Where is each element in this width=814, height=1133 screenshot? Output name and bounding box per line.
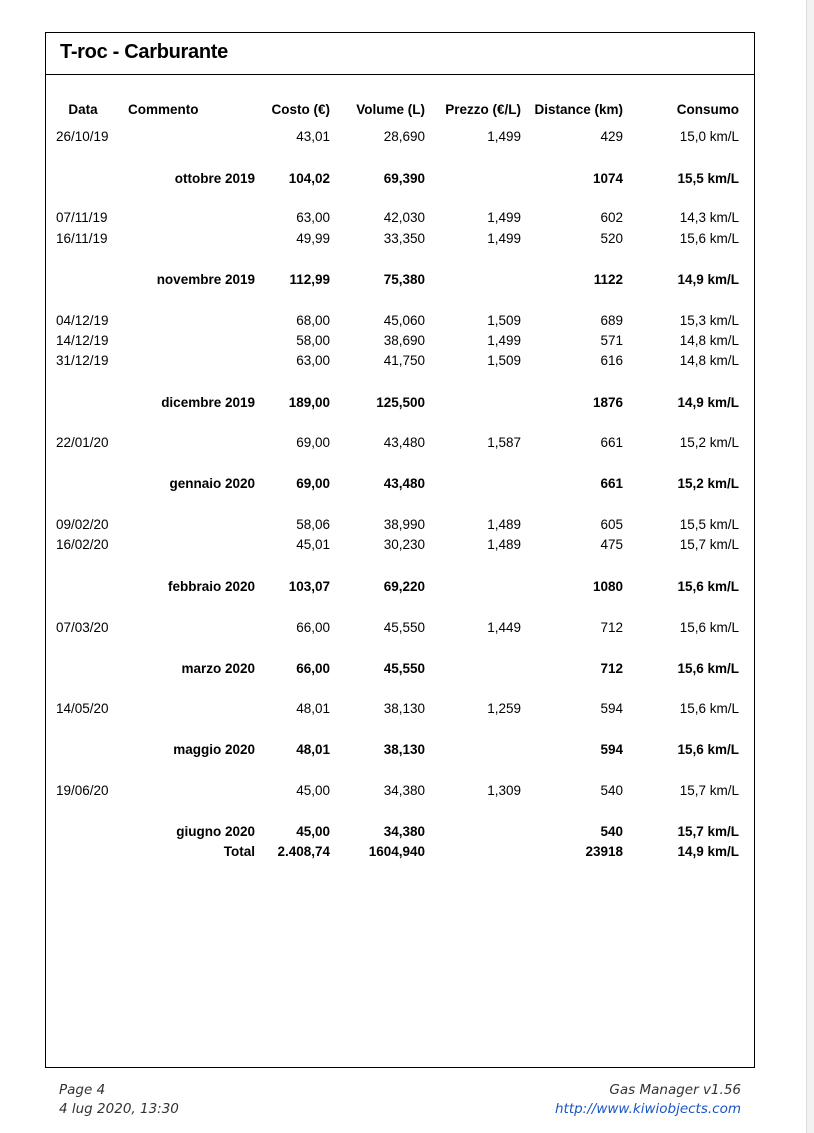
app-version: Gas Manager v1.56 (609, 1082, 741, 1098)
entry-row-date: 04/12/19 (56, 313, 109, 328)
page-title: T-roc - Carburante (60, 41, 228, 63)
month-summary-row-comment: giugno 2020 (176, 824, 255, 839)
entry-row-distance: 571 (600, 333, 623, 348)
entry-row-date: 14/12/19 (56, 333, 109, 348)
month-summary-row-comment: marzo 2020 (181, 661, 255, 676)
month-summary-row-volume: 43,480 (383, 476, 425, 491)
month-summary-row-comment: febbraio 2020 (167, 579, 255, 594)
entry-row-distance: 540 (600, 783, 623, 798)
month-summary-row-volume: 69,390 (383, 171, 425, 186)
column-header-consumption: Consumo (676, 102, 739, 117)
entry-row-distance: 475 (600, 537, 623, 552)
entry-row-volume: 34,380 (383, 783, 425, 798)
month-summary-row-consumption: 15,6 km/L (677, 579, 739, 594)
page-number: Page 4 (59, 1082, 106, 1098)
month-summary-row-cost: 103,07 (288, 579, 330, 594)
entry-row-consumption: 14,8 km/L (679, 353, 739, 368)
month-summary-row-consumption: 14,9 km/L (677, 395, 739, 410)
entry-row-volume: 30,230 (383, 537, 425, 552)
month-summary-row-distance: 661 (600, 476, 623, 491)
entry-row-consumption: 15,6 km/L (679, 231, 739, 246)
entry-row-date: 09/02/20 (56, 517, 109, 532)
entry-row-volume: 38,690 (383, 333, 425, 348)
month-summary-row-consumption: 15,6 km/L (677, 742, 739, 757)
entry-row-price: 1,449 (487, 620, 521, 635)
column-header-comment: Commento (128, 102, 199, 117)
entry-row-date: 26/10/19 (56, 129, 109, 144)
entry-row-distance: 602 (600, 210, 623, 225)
entry-row-cost: 45,01 (296, 537, 330, 552)
month-summary-row-volume: 125,500 (376, 395, 425, 410)
month-summary-row-consumption: 15,7 km/L (677, 824, 739, 839)
month-summary-row-cost: 69,00 (296, 476, 330, 491)
entry-row-cost: 58,06 (296, 517, 330, 532)
entry-row-distance: 594 (600, 701, 623, 716)
entry-row-cost: 69,00 (296, 435, 330, 450)
entry-row-cost: 49,99 (296, 231, 330, 246)
entry-row-date: 14/05/20 (56, 701, 109, 716)
month-summary-row-cost: 48,01 (296, 742, 330, 757)
entry-row-date: 31/12/19 (56, 353, 109, 368)
month-summary-row-distance: 712 (600, 661, 623, 676)
month-summary-row-volume: 38,130 (383, 742, 425, 757)
total-row-consumption: 14,9 km/L (677, 844, 739, 859)
month-summary-row-distance: 1080 (592, 579, 623, 594)
month-summary-row-cost: 104,02 (288, 171, 330, 186)
month-summary-row-volume: 45,550 (383, 661, 425, 676)
total-row-volume: 1604,940 (368, 844, 425, 859)
month-summary-row-comment: dicembre 2019 (161, 395, 255, 410)
entry-row-consumption: 15,6 km/L (679, 620, 739, 635)
entry-row-price: 1,259 (487, 701, 521, 716)
entry-row-distance: 689 (600, 313, 623, 328)
report-page (45, 32, 755, 1068)
entry-row-distance: 661 (600, 435, 623, 450)
column-header-distance: Distance (km) (534, 102, 623, 117)
entry-row-price: 1,489 (487, 517, 521, 532)
entry-row-distance: 605 (600, 517, 623, 532)
entry-row-price: 1,509 (487, 353, 521, 368)
entry-row-price: 1,489 (487, 537, 521, 552)
entry-row-volume: 41,750 (383, 353, 425, 368)
entry-row-date: 07/11/19 (56, 210, 108, 225)
entry-row-date: 07/03/20 (56, 620, 109, 635)
month-summary-row-distance: 540 (600, 824, 623, 839)
entry-row-volume: 33,350 (383, 231, 425, 246)
column-header-volume: Volume (L) (356, 102, 425, 117)
month-summary-row-volume: 34,380 (383, 824, 425, 839)
entry-row-cost: 48,01 (296, 701, 330, 716)
column-header-date: Data (68, 102, 98, 117)
entry-row-cost: 68,00 (296, 313, 330, 328)
entry-row-cost: 43,01 (296, 129, 330, 144)
month-summary-row-comment: novembre 2019 (156, 272, 255, 287)
month-summary-row-comment: maggio 2020 (173, 742, 255, 757)
entry-row-consumption: 14,8 km/L (679, 333, 739, 348)
entry-row-volume: 45,550 (383, 620, 425, 635)
month-summary-row-distance: 1876 (592, 395, 623, 410)
entry-row-consumption: 15,0 km/L (679, 129, 739, 144)
entry-row-consumption: 15,5 km/L (679, 517, 739, 532)
entry-row-date: 22/01/20 (56, 435, 109, 450)
month-summary-row-consumption: 15,6 km/L (677, 661, 739, 676)
entry-row-volume: 43,480 (383, 435, 425, 450)
entry-row-consumption: 15,7 km/L (679, 537, 739, 552)
entry-row-volume: 42,030 (383, 210, 425, 225)
print-datetime: 4 lug 2020, 13:30 (59, 1101, 179, 1117)
entry-row-distance: 712 (600, 620, 623, 635)
scrollbar-track[interactable] (806, 0, 814, 1133)
entry-row-volume: 38,990 (383, 517, 425, 532)
entry-row-volume: 45,060 (383, 313, 425, 328)
title-bar (46, 33, 754, 75)
month-summary-row-consumption: 15,2 km/L (677, 476, 739, 491)
entry-row-cost: 45,00 (296, 783, 330, 798)
month-summary-row-cost: 45,00 (296, 824, 330, 839)
month-summary-row-distance: 594 (600, 742, 623, 757)
entry-row-date: 16/11/19 (56, 231, 108, 246)
entry-row-date: 16/02/20 (56, 537, 109, 552)
month-summary-row-consumption: 14,9 km/L (677, 272, 739, 287)
column-header-cost: Costo (€) (271, 102, 330, 117)
entry-row-date: 19/06/20 (56, 783, 109, 798)
entry-row-cost: 66,00 (296, 620, 330, 635)
entry-row-volume: 28,690 (383, 129, 425, 144)
entry-row-cost: 63,00 (296, 353, 330, 368)
month-summary-row-consumption: 15,5 km/L (677, 171, 739, 186)
entry-row-cost: 63,00 (296, 210, 330, 225)
total-row-distance: 23918 (585, 844, 623, 859)
entry-row-price: 1,499 (487, 210, 521, 225)
month-summary-row-cost: 112,99 (289, 272, 330, 287)
total-row-comment: Total (223, 844, 255, 859)
entry-row-consumption: 15,7 km/L (679, 783, 739, 798)
month-summary-row-distance: 1122 (593, 272, 623, 287)
total-row-cost: 2.408,74 (277, 844, 330, 859)
entry-row-consumption: 15,3 km/L (679, 313, 739, 328)
month-summary-row-comment: ottobre 2019 (174, 171, 255, 186)
entry-row-price: 1,499 (487, 129, 521, 144)
entry-row-distance: 616 (600, 353, 623, 368)
entry-row-consumption: 15,6 km/L (679, 701, 739, 716)
month-summary-row-cost: 66,00 (296, 661, 330, 676)
entry-row-volume: 38,130 (383, 701, 425, 716)
entry-row-price: 1,499 (487, 333, 521, 348)
column-header-price: Prezzo (€/L) (445, 102, 521, 117)
entry-row-price: 1,499 (487, 231, 521, 246)
month-summary-row-comment: gennaio 2020 (169, 476, 255, 491)
entry-row-price: 1,587 (487, 435, 521, 450)
entry-row-price: 1,509 (487, 313, 521, 328)
month-summary-row-volume: 75,380 (383, 272, 425, 287)
month-summary-row-distance: 1074 (592, 171, 623, 186)
entry-row-consumption: 14,3 km/L (679, 210, 739, 225)
entry-row-consumption: 15,2 km/L (679, 435, 739, 450)
entry-row-cost: 58,00 (296, 333, 330, 348)
month-summary-row-volume: 69,220 (383, 579, 425, 594)
website-link[interactable]: http://www.kiwiobjects.com (554, 1101, 741, 1117)
entry-row-distance: 520 (600, 231, 623, 246)
entry-row-distance: 429 (600, 129, 623, 144)
entry-row-price: 1,309 (487, 783, 521, 798)
month-summary-row-cost: 189,00 (288, 395, 330, 410)
